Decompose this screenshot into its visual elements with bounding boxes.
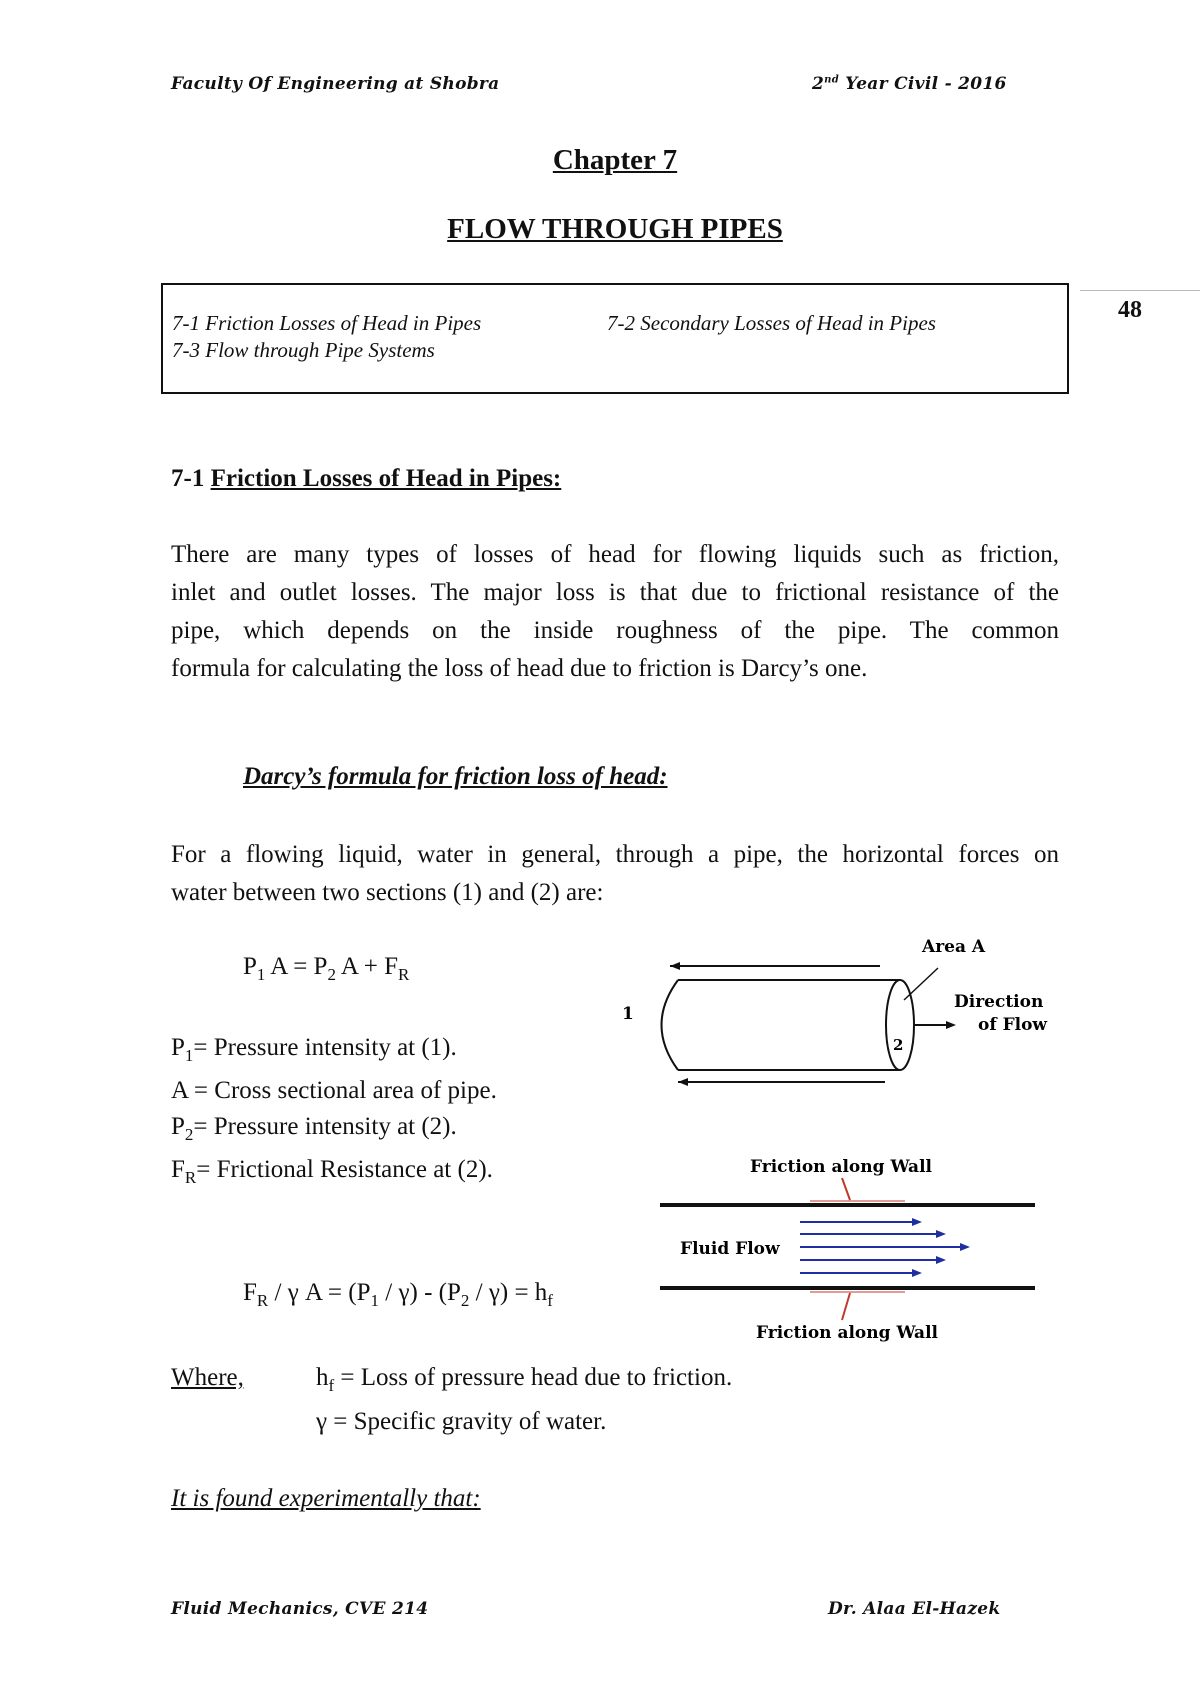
- area-pointer: [904, 968, 938, 1000]
- eq2-sub: 2: [460, 1291, 470, 1310]
- def-symbol: P: [171, 1034, 185, 1061]
- eq1-part: A = P: [265, 953, 328, 980]
- direction-label-2: of Flow: [978, 1015, 1048, 1035]
- definition-fr: [171, 1156, 493, 1188]
- where-sub: f: [328, 1376, 335, 1395]
- lower-arrow-head: [678, 1078, 688, 1086]
- toc-item-7-2: 7-2 Secondary Losses of Head in Pipes: [607, 311, 936, 335]
- header-faculty: Faculty Of Engineering at Shobra: [171, 74, 500, 94]
- flow-arrow-head: [936, 1230, 946, 1238]
- def-text: = Pressure intensity at (1).: [193, 1034, 457, 1061]
- where-gamma: γ = Specific gravity of water.: [316, 1408, 607, 1435]
- forces-line-2: water between two sections (1) and (2) are:: [171, 879, 604, 906]
- header-year-sup: nd: [824, 74, 840, 86]
- eq1-part: A + F: [335, 953, 399, 980]
- friction-bottom-label: Friction along Wall: [756, 1323, 938, 1343]
- def-text: = Frictional Resistance at (2).: [196, 1156, 493, 1183]
- eq2-part: F: [243, 1279, 257, 1306]
- def-sub: 1: [184, 1046, 194, 1065]
- where-symbol: h: [316, 1364, 329, 1391]
- header-year: [812, 74, 1007, 94]
- def-symbol: P: [171, 1113, 185, 1140]
- friction-top-pointer: [842, 1178, 850, 1200]
- definition-area: A = Cross sectional area of pipe.: [171, 1077, 497, 1104]
- pipe-left-end: [662, 980, 679, 1070]
- flow-arrow-head: [936, 1256, 946, 1264]
- definition-p1: [171, 1034, 457, 1066]
- equation-force-balance: [243, 953, 409, 985]
- intro-line: There are many types of losses of head for flowing liquids such as friction,: [171, 541, 1059, 568]
- toc-item-7-3: 7-3 Flow through Pipe Systems: [172, 338, 435, 362]
- where-hf: [316, 1364, 732, 1396]
- eq1-sub: 1: [256, 965, 266, 984]
- flow-arrow-head: [912, 1218, 922, 1226]
- intro-line: pipe, which depends on the inside roughness of the pipe. The common: [171, 617, 1059, 644]
- page-number: 48: [1118, 297, 1142, 323]
- def-symbol: F: [171, 1156, 185, 1183]
- flow-arrow-head: [946, 1021, 956, 1029]
- section-number: 7-1: [171, 465, 211, 492]
- where-label: Where,: [171, 1364, 244, 1391]
- header-year-number: 2: [812, 74, 825, 94]
- intro-paragraph: [171, 536, 1059, 650]
- fluid-flow-label: Fluid Flow: [680, 1239, 780, 1259]
- experimental-note: It is found experimentally that:: [171, 1485, 481, 1512]
- section-1-label: 1: [622, 1004, 634, 1024]
- intro-last-line: formula for calculating the loss of head due to friction is Darcy’s one.: [171, 655, 868, 682]
- pipe-cylinder-figure: [600, 930, 1080, 1100]
- upper-arrow-head: [670, 962, 680, 970]
- forces-line-1: For a flowing liquid, water in general, through a pipe, the horizontal forces on: [171, 841, 1059, 868]
- section-2-label: 2: [893, 1036, 904, 1054]
- chapter-number: Chapter 7: [552, 144, 678, 176]
- eq1-sub: 2: [327, 965, 336, 984]
- intro-line: inlet and outlet losses. The major loss is that due to frictional resistance of the: [171, 579, 1059, 606]
- section-title: Friction Losses of Head in Pipes:: [210, 465, 562, 492]
- toc-item-7-1: 7-1 Friction Losses of Head in Pipes: [172, 311, 482, 335]
- darcy-heading: Darcy’s formula for friction loss of head:: [243, 763, 668, 790]
- contents-box: [161, 283, 1069, 394]
- eq2-part: / γ) - (P: [379, 1279, 461, 1306]
- page-rule: [1080, 290, 1200, 291]
- wall-friction-figure: [660, 1150, 1060, 1350]
- eq2-sub: R: [256, 1291, 269, 1310]
- eq2-sub: 1: [370, 1291, 379, 1310]
- flow-arrow-head: [960, 1243, 970, 1251]
- flow-arrow-head: [912, 1269, 922, 1277]
- chapter-title: FLOW THROUGH PIPES: [447, 213, 783, 245]
- def-sub: R: [184, 1168, 197, 1187]
- section-heading: [171, 465, 561, 493]
- friction-bottom-pointer: [842, 1293, 850, 1320]
- friction-top-label: Friction along Wall: [750, 1157, 932, 1177]
- equation-head-loss: [243, 1279, 553, 1311]
- footer-author: Dr. Alaa El-Hazek: [828, 1599, 1001, 1619]
- eq1-part: P: [243, 953, 257, 980]
- eq2-sub: f: [547, 1291, 553, 1310]
- pipe-section-2: [886, 980, 914, 1070]
- eq2-part: / γ A = (P: [268, 1279, 371, 1306]
- header-year-text: Year Civil - 2016: [845, 74, 1007, 94]
- footer-course: Fluid Mechanics, CVE 214: [171, 1599, 429, 1619]
- area-label: Area A: [922, 937, 986, 957]
- def-sub: 2: [184, 1125, 194, 1144]
- eq1-sub: R: [398, 965, 410, 984]
- definition-p2: [171, 1113, 457, 1145]
- where-text: = Loss of pressure head due to friction.: [334, 1364, 733, 1391]
- eq2-part: / γ) = h: [469, 1279, 548, 1306]
- def-text: = Pressure intensity at (2).: [193, 1113, 457, 1140]
- direction-label: Direction: [954, 992, 1044, 1012]
